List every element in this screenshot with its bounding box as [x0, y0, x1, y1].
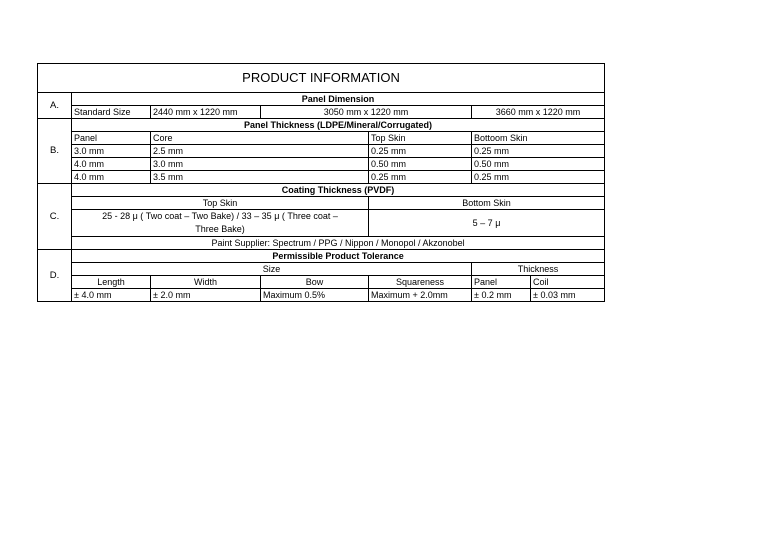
- section-b-letter: B.: [38, 119, 72, 184]
- column-header: Core: [151, 132, 369, 145]
- size-cell: 2440 mm x 1220 mm: [151, 106, 261, 119]
- table-row: [38, 171, 605, 184]
- column-header: Bottoom Skin: [472, 132, 605, 145]
- product-info-table: [37, 63, 605, 302]
- document-title: PRODUCT INFORMATION: [38, 64, 605, 93]
- column-header: Top Skin: [369, 132, 472, 145]
- panel-cell: 3.0 mm: [72, 145, 151, 158]
- section-d-letter: D.: [38, 250, 72, 302]
- paint-supplier: Paint Supplier: Spectrum / PPG / Nippon / Monopol / Akzonobel: [72, 237, 605, 250]
- top-skin-value: 25 - 28 μ ( Two coat – Two Bake) / 33 – 35 μ ( Three coat – Three Bake): [72, 210, 369, 237]
- panel-cell: 4.0 mm: [72, 158, 151, 171]
- section-d-heading: Permissible Product Tolerance: [72, 250, 605, 263]
- bottom-skin-cell: 0.25 mm: [472, 171, 605, 184]
- bottom-skin-cell: 0.50 mm: [472, 158, 605, 171]
- column-header: Panel: [72, 132, 151, 145]
- tolerance-cell: ± 0.03 mm: [531, 289, 605, 302]
- section-c-heading: Coating Thickness (PVDF): [72, 184, 605, 197]
- size-cell: 3050 mm x 1220 mm: [261, 106, 472, 119]
- size-cell: 3660 mm x 1220 mm: [472, 106, 605, 119]
- tolerance-cell: ± 2.0 mm: [151, 289, 261, 302]
- bottom-skin-cell: 0.25 mm: [472, 145, 605, 158]
- size-group-label: Size: [72, 263, 472, 276]
- tolerance-cell: ± 4.0 mm: [72, 289, 151, 302]
- bottom-skin-label: Bottom Skin: [369, 197, 605, 210]
- core-cell: 3.5 mm: [151, 171, 369, 184]
- top-skin-label: Top Skin: [72, 197, 369, 210]
- section-a-letter: A.: [38, 93, 72, 119]
- column-header: Bow: [261, 276, 369, 289]
- panel-cell: 4.0 mm: [72, 171, 151, 184]
- section-a-heading: Panel Dimension: [72, 93, 605, 106]
- top-skin-cell: 0.25 mm: [369, 171, 472, 184]
- bottom-skin-value: 5 – 7 μ: [369, 210, 605, 237]
- tolerance-cell: Maximum 0.5%: [261, 289, 369, 302]
- column-header: Panel: [472, 276, 531, 289]
- core-cell: 2.5 mm: [151, 145, 369, 158]
- tolerance-cell: Maximum + 2.0mm: [369, 289, 472, 302]
- column-header: Width: [151, 276, 261, 289]
- table-row: [38, 158, 605, 171]
- top-skin-cell: 0.50 mm: [369, 158, 472, 171]
- tolerance-cell: ± 0.2 mm: [472, 289, 531, 302]
- column-header: Coil: [531, 276, 605, 289]
- standard-size-label: Standard Size: [72, 106, 151, 119]
- table-row: [38, 289, 605, 302]
- section-c-letter: C.: [38, 184, 72, 250]
- thickness-group-label: Thickness: [472, 263, 605, 276]
- column-header: Length: [72, 276, 151, 289]
- column-header: Squareness: [369, 276, 472, 289]
- section-b-heading: Panel Thickness (LDPE/Mineral/Corrugated): [72, 119, 605, 132]
- top-skin-cell: 0.25 mm: [369, 145, 472, 158]
- table-row: [38, 145, 605, 158]
- core-cell: 3.0 mm: [151, 158, 369, 171]
